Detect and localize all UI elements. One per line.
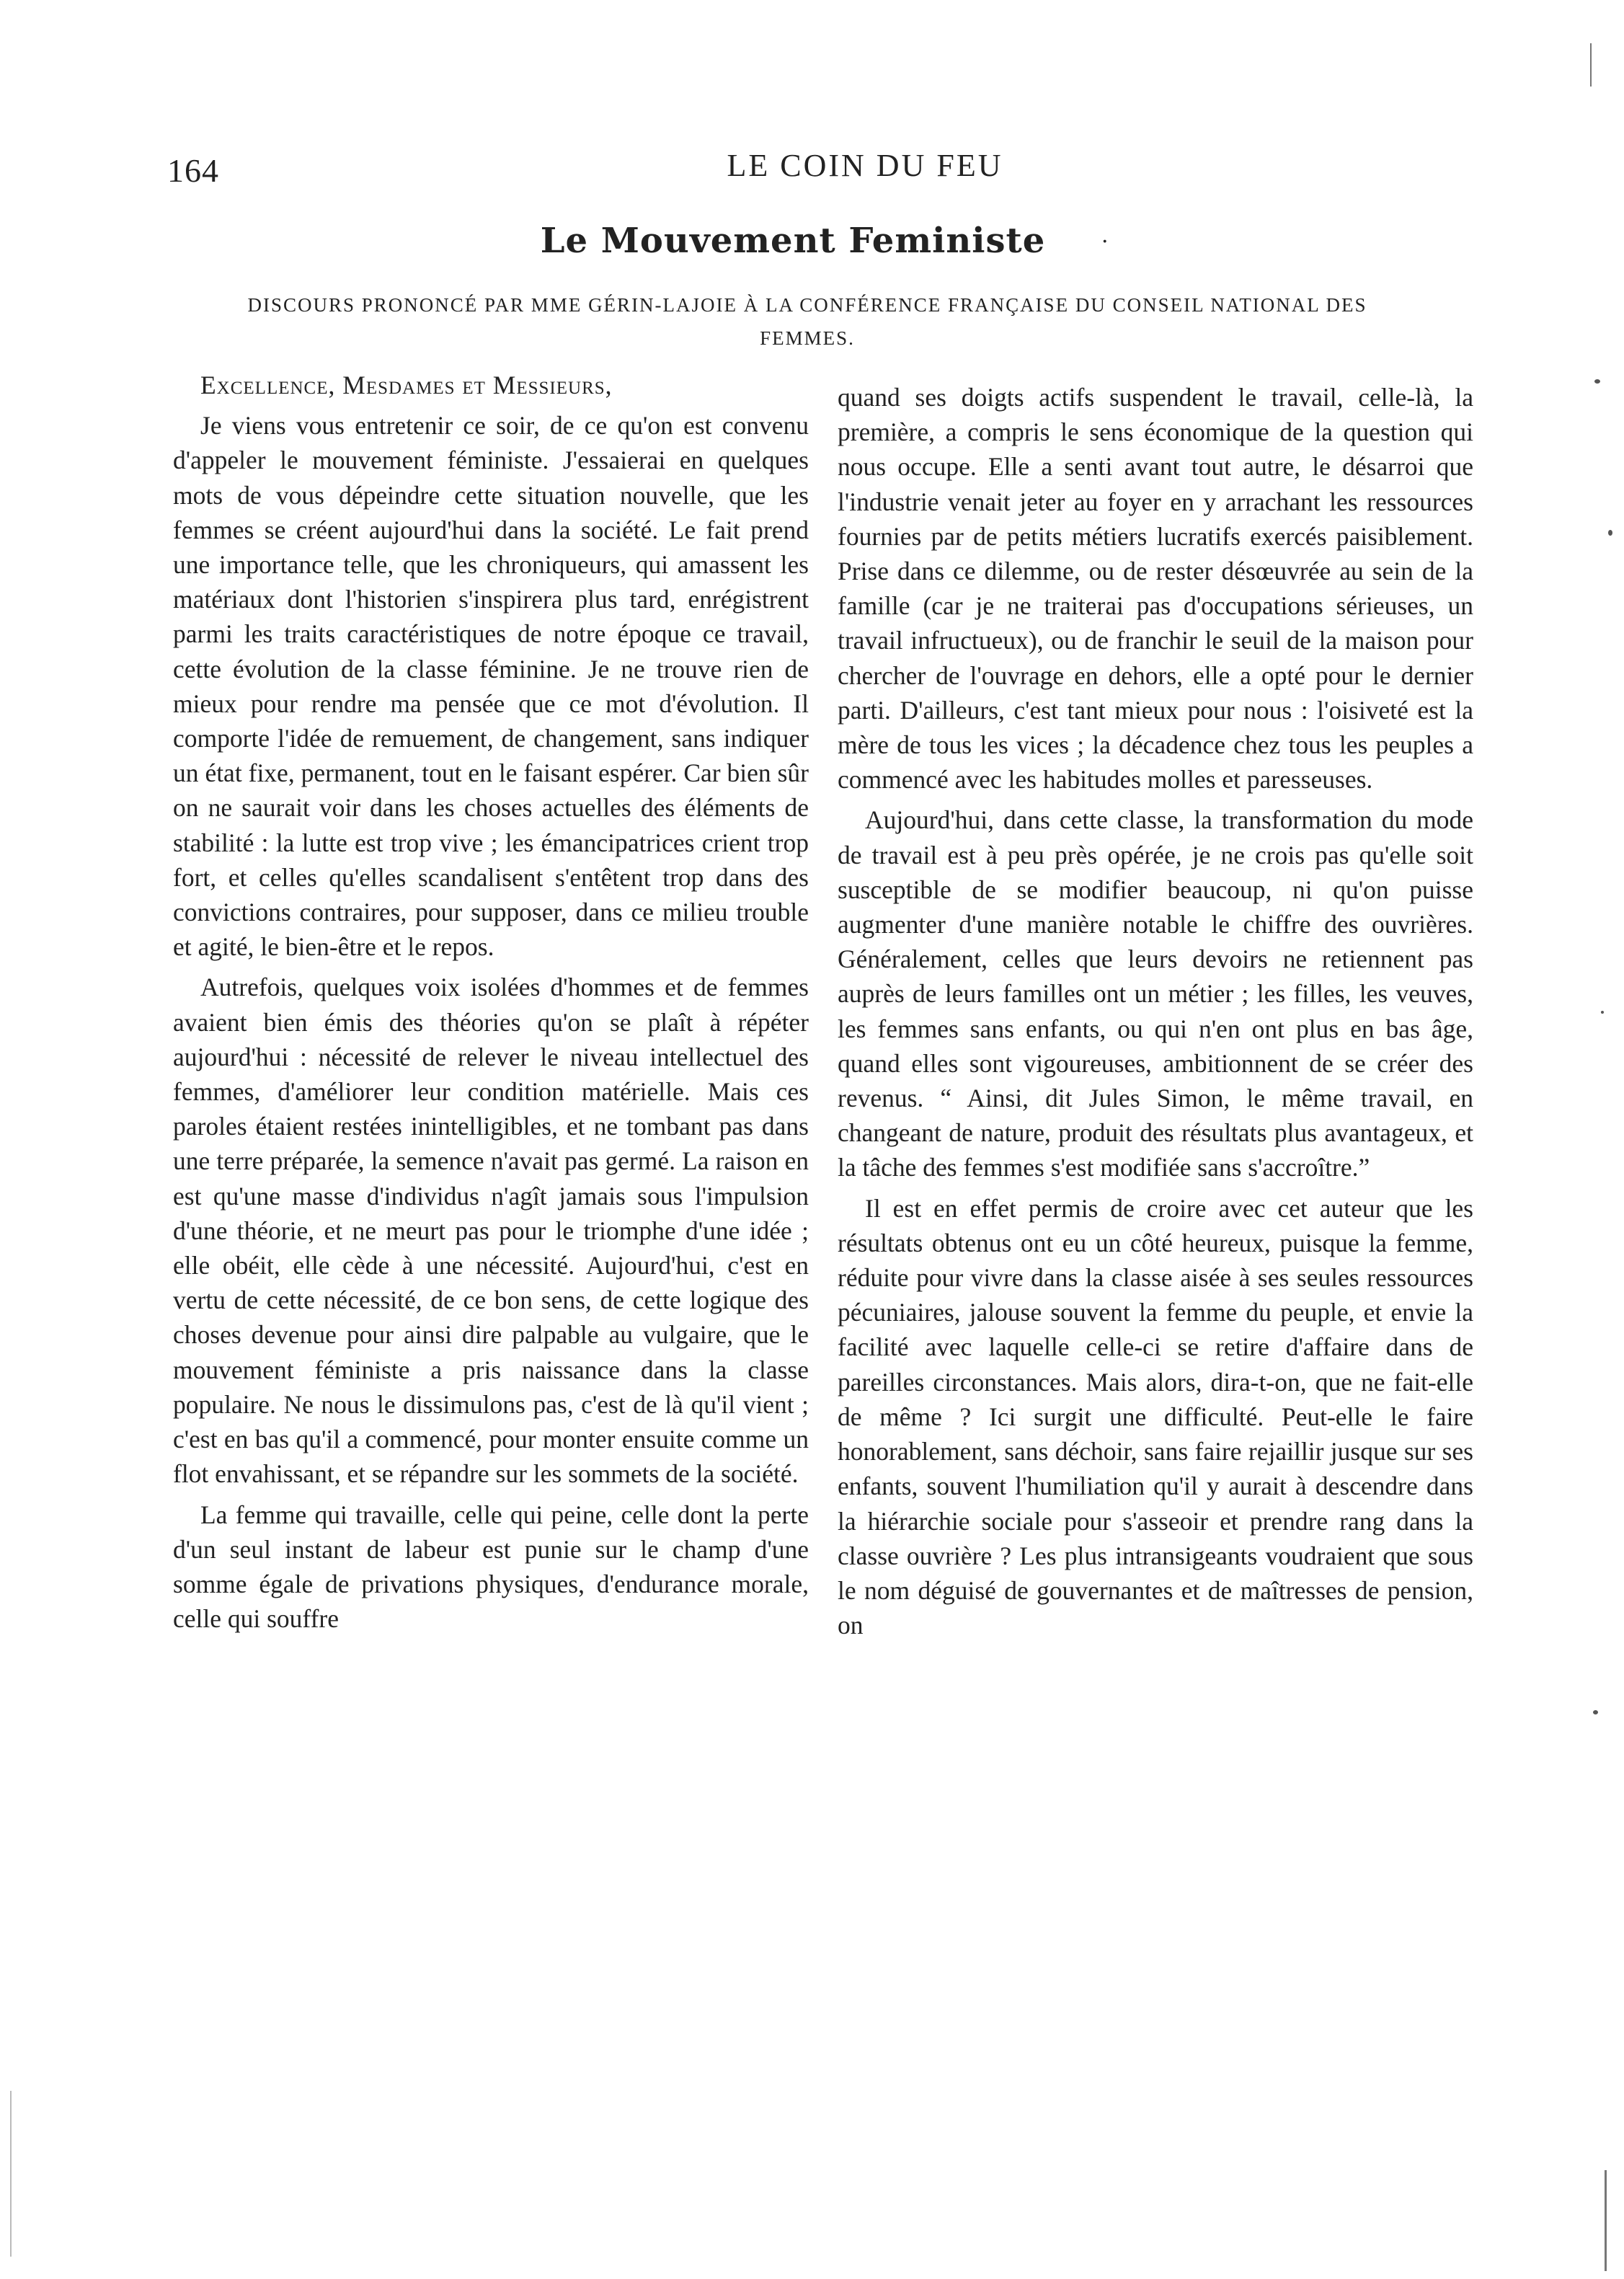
paragraph: quand ses doigts actifs suspendent le travail, celle-là, la première, a compris le sens économique de la question qui nous occupe. Elle a senti avant tout autre, le désarroi que l'industrie venait jeter au foyer en y arrachant les ressources fournies par de petits métiers lucratifs exercés paisiblement. Prise dans ce dilemme, ou de rester désœuvrée au sein de la famille (car je ne traiterai pas d'occupations sérieuses, un travail infructueux), ou de franchir le seuil de la maison pour chercher de l'ouvrage en dehors, elle a opté pour le dernier parti. D'ailleurs, c'est tant mieux pour nous : l'oisiveté est la mère de tous les vices ; la décadence chez tous les peuples a commencé avec les habitudes molles et paresseuses. [838, 383, 1473, 795]
scan-speck [1594, 379, 1600, 384]
paragraph: La femme qui travaille, celle qui peine, celle dont la perte d'un seul instant de labeur est punie sur le champ d'une somme égale de privations physiques, d'endurance morale, celle qui souffre [173, 1500, 809, 1634]
scan-edge-mark [1605, 2170, 1607, 2271]
article-subtitle: DISCOURS PRONONCÉ PAR MME GÉRIN-LAJOIE À LA CONFÉRENCE FRANÇAISE DU CONSEIL NATIONAL DES FEMMES. [247, 294, 1367, 349]
scan-edge-mark [10, 2091, 12, 2257]
title-speck: · [1101, 229, 1109, 255]
left-column [173, 368, 809, 1642]
scan-speck [1608, 530, 1612, 536]
paragraph: Aujourd'hui, dans cette classe, la transformation du mode de travail est à peu près opérée, je ne crois pas qu'elle soit susceptible de se modifier beaucoup, ni qu'on puisse augmenter d'une manière notable le chiffre des ouvrières. Généralement, celles que leurs devoirs ne retiennent pas auprès de leurs familles ont un métier ; les filles, les veuves, les femmes sans enfants, ou qui n'en ont plus en bas âge, quand elles sont vigoureuses, ambitionnent de se créer des revenus. “ Ainsi, dit Jules Simon, le même travail, en changeant de nature, produit des résultats plus avantageux, et la tâche des femmes s'est modifiée sans s'accroître.” [838, 805, 1473, 1182]
scan-speck [1593, 1710, 1598, 1714]
right-column [838, 380, 1473, 1648]
paragraph: Autrefois, quelques voix isolées d'hommes et de femmes avaient bien émis des théories qu'on se plaît à répéter aujourd'hui : nécessité de relever le niveau intellectuel des femmes, d'améliorer leur condition matérielle. Mais ces paroles étaient restées inintelligibles, et ne tombant pas dans une terre préparée, la semence n'avait pas germé. La raison en est qu'une masse d'individus n'agît jamais sous l'impulsion d'une théorie, et ne meurt pas pour le triomphe d'une idée ; elle obéit, elle cède à une nécessité. Aujourd'hui, c'est en vertu de cette nécessité, de ce bon sens, de cette logique des choses devenue pour ainsi dire palpable au vulgaire, que le mouvement féministe a pris naissance dans la classe populaire. Ne nous le dissimulons pas, c'est de là qu'il vient ; c'est en bas qu'il a commencé, pour monter ensuite comme un flot envahissant, et se répandre sur les sommets de la société. [173, 973, 809, 1489]
paragraph: Il est en effet permis de croire avec cet auteur que les résultats obtenus ont eu un côté heureux, puisque la femme, réduite pour vivre dans la classe aisée à ses seules ressources pécuniaires, jalouse souvent la femme du peuple, et envie la facilité avec laquelle celle-ci se retire d'affaire dans de pareilles circonstances. Mais alors, dira-t-on, que ne fait-elle de même ? Ici surgit une difficulté. Peut-elle le faire honorablement, sans déchoir, sans faire rejaillir jusque sur ses enfants, souvent l'humiliation qu'il y aurait à descendre dans la hiérarchie sociale pour s'asseoir et prendre rang dans la classe ouvrière ? Les plus intransigeants voudraient que sous le nom déguisé de gouvernantes et de maîtresses de pension, on [838, 1193, 1473, 1640]
paragraph: Je viens vous entretenir ce soir, de ce qu'on est convenu d'appeler le mouvement féministe. J'essaierai en quelques mots de vous dépeindre cette situation nouvelle, que les femmes se créent aujourd'hui dans la société. Le fait prend une importance telle, que les chroniqueurs, qui amassent les matériaux dont l'historien s'inspirera plus tard, enrégistrent parmi les traits caractéristiques de notre époque ce travail, cette évolution de la classe féminine. Je ne trouve rien de mieux pour rendre ma pensée que ce mot d'évolution. Il comporte l'idée de remuement, de changement, sans indiquer un état fixe, permanent, tout en le faisant espérer. Car bien sûr on ne saurait voir dans les choses actuelles des éléments de stabilité : la lutte est trop vive ; les émancipatrices crient trop fort, et celles qu'elles scandalisent s'entêtent trop dans des convictions contraires, pour supposer, dans ce milieu trouble et agité, le bien-être et le repos. [173, 411, 809, 962]
scan-edge-mark [1590, 43, 1592, 87]
page-number: 164 [167, 152, 219, 189]
article-title: Le Mouvement Feministe [540, 221, 1046, 261]
scan-speck [1601, 1011, 1604, 1014]
salutation: Excellence, Mesdames et Messieurs, [200, 371, 613, 399]
running-head: LE COIN DU FEU [727, 148, 1003, 183]
